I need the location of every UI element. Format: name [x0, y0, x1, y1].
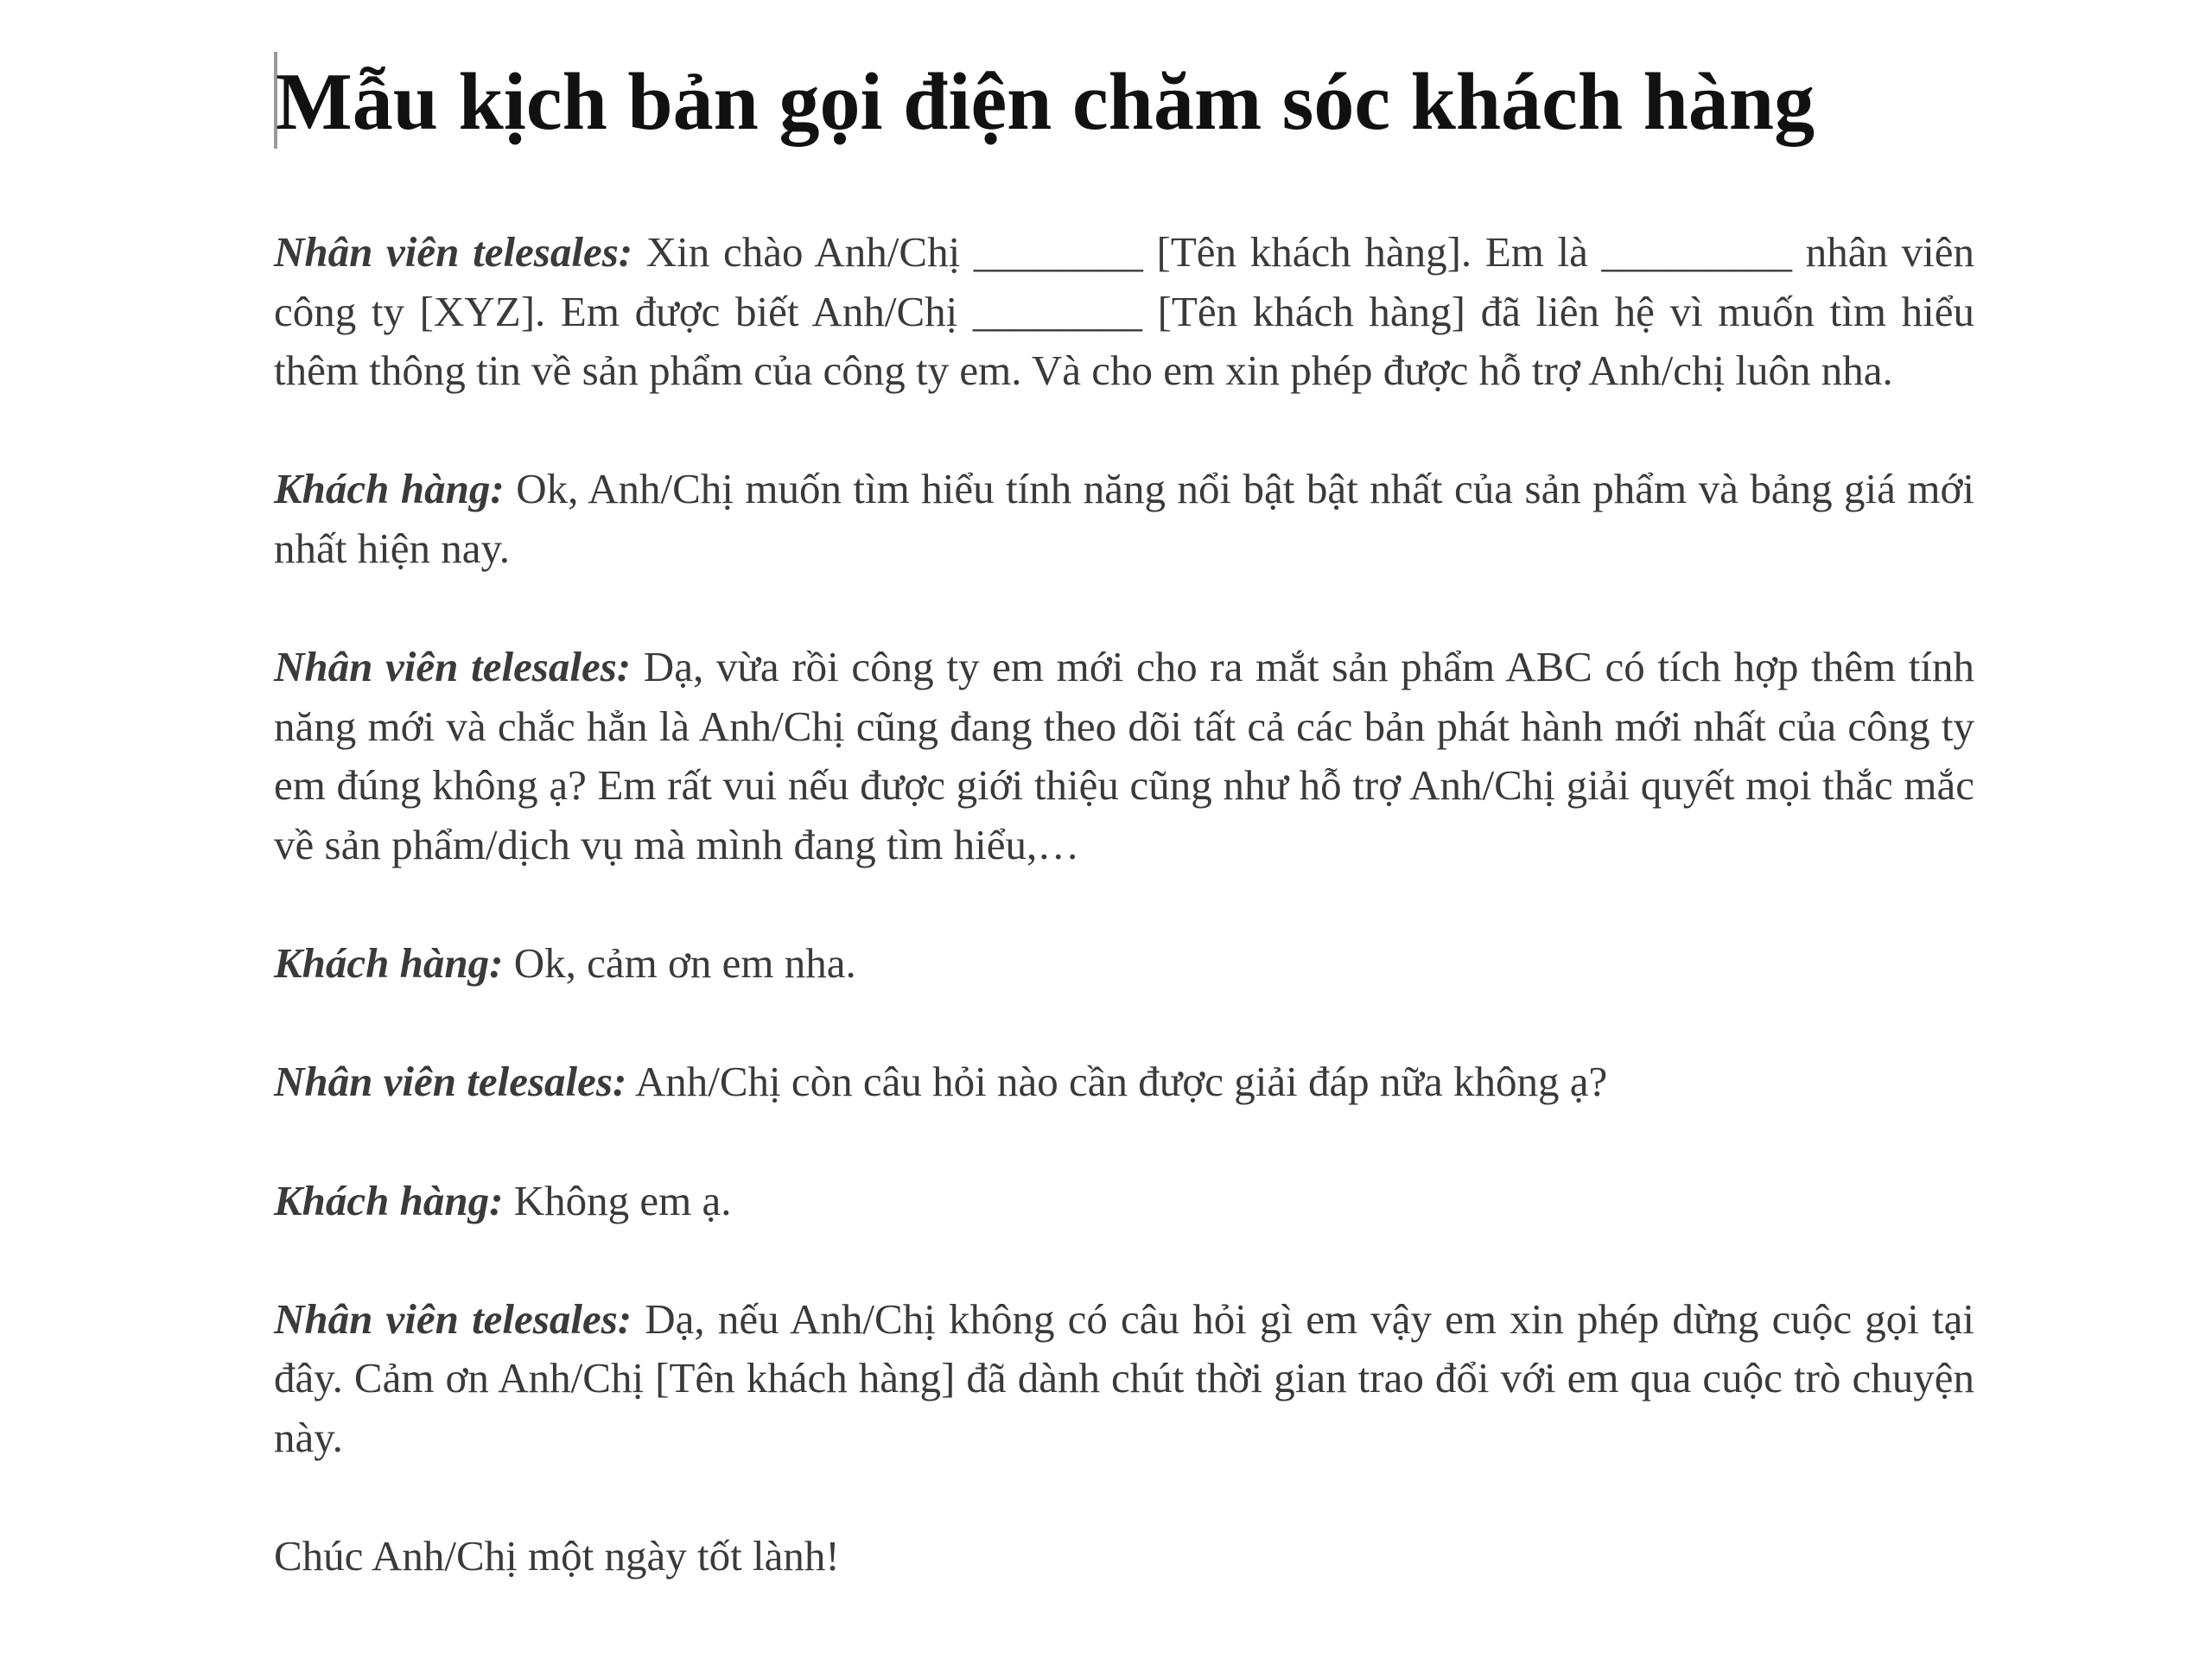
dialogue-text: Dạ, vừa rồi công ty em mới cho ra mắt sản phẩm ABC có tích hợp thêm tính năng mới và chắc hẳn là Anh/Chị cũng đang theo dõi tất cả các bản phát hành mới nhất của công ty em đúng không ạ? Em rất vui nếu được giới thiệu cũng như hỗ trợ Anh/Chị giải quyết mọi thắc mắc về sản phẩm/dịch vụ mà mình đang tìm hiểu,…: [274, 643, 1975, 868]
dialogue-text: Ok, Anh/Chị muốn tìm hiểu tính năng nổi bật bật nhất của sản phẩm và bảng giá mới nhất hiện nay.: [274, 465, 1974, 572]
speaker-label: Nhân viên telesales:: [274, 228, 633, 276]
dialogue-paragraph[interactable]: [274, 460, 1974, 578]
dialogue-text: Xin chào Anh/Chị ________ [Tên khách hàng]. Em là _________ nhân viên công ty [XYZ]. Em được biết Anh/Chị ________ [Tên khách hàng] đã liên hệ vì muốn tìm hiểu thêm thông tin về sản phẩm của công ty em. Và cho em xin phép được hỗ trợ Anh/chị luôn nha.: [274, 228, 1974, 395]
document-body[interactable]: [274, 223, 1974, 1586]
dialogue-paragraph[interactable]: [274, 1052, 1974, 1112]
speaker-label: Nhân viên telesales:: [274, 643, 632, 691]
dialogue-paragraph[interactable]: [274, 223, 1974, 401]
title-block: [274, 41, 2002, 162]
dialogue-paragraph[interactable]: [274, 934, 1974, 994]
dialogue-text: Ok, cảm ơn em nha.: [503, 939, 856, 988]
dialogue-paragraph[interactable]: [274, 1172, 1974, 1231]
dialogue-text: Không em ạ.: [503, 1176, 732, 1224]
dialogue-text: Anh/Chị còn câu hỏi nào cần được giải đáp nữa không ạ?: [626, 1058, 1608, 1106]
closing-line[interactable]: Chúc Anh/Chị một ngày tốt lành!: [274, 1532, 840, 1580]
speaker-label: Khách hàng:: [274, 465, 505, 513]
speaker-label: Nhân viên telesales:: [274, 1294, 632, 1343]
dialogue-text: Dạ, nếu Anh/Chị không có câu hỏi gì em vậy em xin phép dừng cuộc gọi tại đây. Cảm ơn Anh/Chị [Tên khách hàng] đã dành chút thời gian trao đổi với em qua cuộc trò chuyện này.: [274, 1294, 1975, 1461]
dialogue-paragraph[interactable]: [274, 638, 1974, 874]
speaker-label: Khách hàng:: [274, 939, 504, 988]
document-title[interactable]: Mẫu kịch bản gọi điện chăm sóc khách hàng: [276, 57, 1815, 147]
dialogue-paragraph[interactable]: [274, 1290, 1974, 1468]
speaker-label: Nhân viên telesales:: [274, 1058, 627, 1106]
speaker-label: Khách hàng:: [274, 1176, 504, 1224]
